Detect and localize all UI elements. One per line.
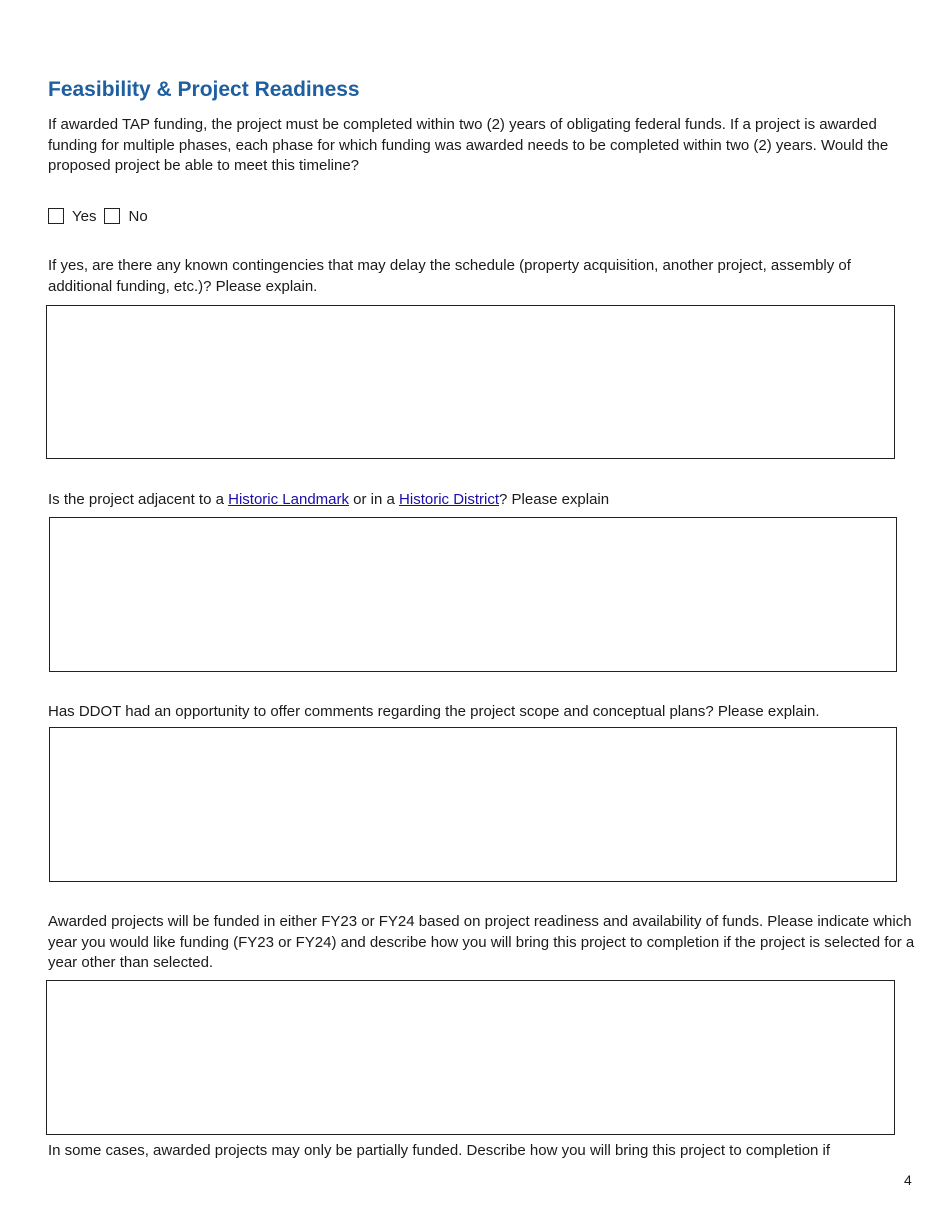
historic-landmark-link[interactable]: Historic Landmark (228, 491, 349, 508)
section-title: Feasibility & Project Readiness (48, 78, 360, 101)
historic-question (48, 490, 916, 511)
yes-checkbox[interactable] (48, 208, 64, 224)
historic-answer-box[interactable] (49, 517, 897, 672)
timeline-question: If awarded TAP funding, the project must be completed within two (2) years of obligating federal funds. If a project is awarded funding for multiple phases, each phase for which funding was awarded needs to be completed within two (2) years. Would the proposed project be able to meet this timeline? (48, 116, 889, 174)
yes-label: Yes (72, 207, 97, 225)
timeline-answer-options (48, 206, 156, 226)
partial-funding-question: In some cases, awarded projects may only be partially funded. Describe how you will bring this project to completion if (48, 1142, 831, 1159)
historic-district-link[interactable]: Historic District (399, 491, 500, 508)
historic-question-suffix: ? Please explain (499, 491, 610, 508)
historic-question-prefix: Is the project adjacent to a (48, 491, 229, 508)
contingencies-answer-box[interactable] (46, 305, 895, 459)
no-label: No (128, 207, 148, 225)
page-number: 4 (904, 1172, 912, 1188)
fiscal-year-answer-box[interactable] (46, 980, 895, 1135)
fiscal-year-question: Awarded projects will be funded in either FY23 or FY24 based on project readiness and availability of funds. Please indicate which year you would like funding (FY23 or FY24) and describe how you will bring this project to completion if the project is selected for a year other than selected. (48, 913, 915, 971)
ddot-answer-box[interactable] (49, 727, 897, 882)
no-checkbox[interactable] (104, 208, 120, 224)
historic-question-middle: or in a (349, 491, 400, 508)
ddot-question: Has DDOT had an opportunity to offer comments regarding the project scope and conceptual plans? Please explain. (48, 703, 820, 720)
contingencies-question: If yes, are there any known contingencies that may delay the schedule (property acquisition, another project, assembly of additional funding, etc.)? Please explain. (48, 257, 851, 295)
